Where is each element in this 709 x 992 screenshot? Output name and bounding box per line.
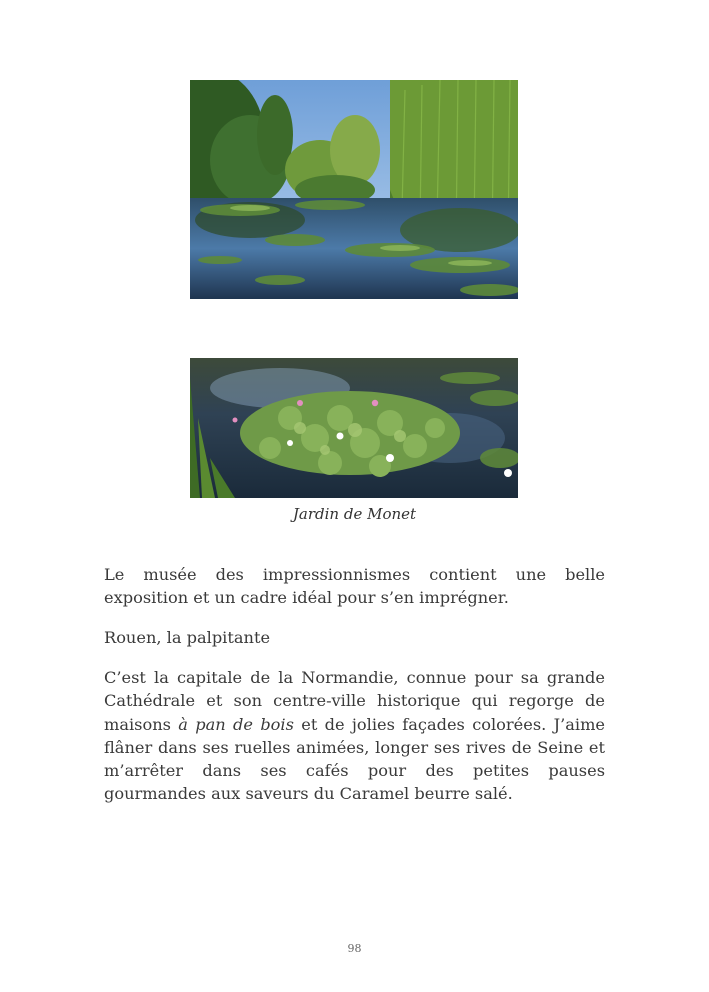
paragraph-rouen-italic: à pan de bois <box>178 714 294 734</box>
paragraph-rouen <box>104 666 605 806</box>
pond-willow-photo <box>190 80 518 299</box>
paragraph-rouen-text-1: C’est la capitale de la Normandie, connue pour sa grande Cathédrale et son centre-ville historique qui regorge de maisons <box>104 668 605 734</box>
paragraph-rouen-text-2: et de jolies façades colorées. J’aime flâner dans ses ruelles animées, longer ses rives de Seine et m’arrêter dans ses cafés pour des petites pauses gourmandes aux saveurs du Caramel beurre salé. <box>104 714 605 804</box>
page-number: 98 <box>347 942 362 955</box>
paragraph-impressionism-museum: Le musée des impressionnismes contient une belle exposition et un cadre idéal pour s’en imprégner. <box>104 565 605 608</box>
figure-caption: Jardin de Monet <box>292 505 417 523</box>
section-heading-rouen: Rouen, la palpitante <box>104 628 271 647</box>
water-lilies-photo <box>190 358 518 498</box>
